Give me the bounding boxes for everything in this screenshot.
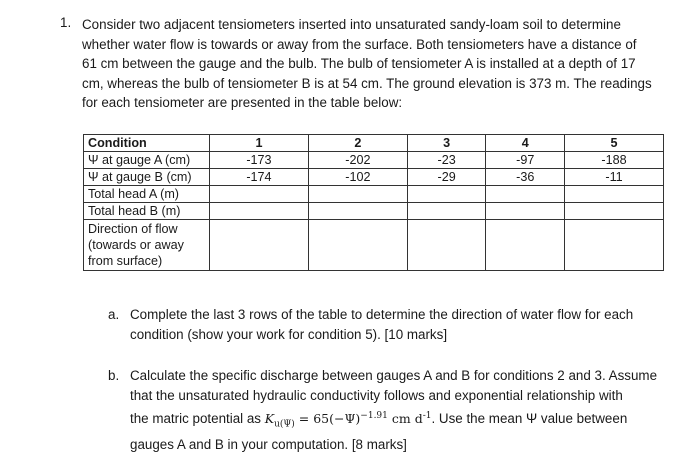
table-cell: -97 [486,152,565,169]
row-label-line: (towards or away [88,238,184,252]
question-line: 61 cm between the gauge and the bulb. The bulb of tensiometer A is installed at a depth of 17 [82,56,636,72]
part-b-line: that the unsaturated hydraulic conductivity follows and exponential relationship with [130,388,623,403]
question-line: cm, whereas the bulb of tensiometer B is at 54 cm. The ground elevation is 373 m. The readings [82,75,652,91]
question-line: Consider two adjacent tensiometers inserted into unsaturated sandy-loam soil to determine [82,17,621,32]
formula-unit: cm d [387,411,423,427]
question-number: 1. [60,15,72,30]
part-a-line: Complete the last 3 rows of the table to determine the direction of water flow for each [130,307,634,322]
question-line: whether water flow is towards or away from the surface. Both tensiometers have a distance of [82,36,637,52]
formula-subscript: u(Ψ) [274,419,295,430]
part-a-text [130,305,670,345]
table-cell [486,186,565,203]
table-cell [407,186,486,203]
part-b-line: gauges A and B in your computation. [8 marks] [130,436,407,452]
part-b-text-post: . Use the mean Ψ value between [431,411,628,427]
table-cell [210,186,309,203]
table-row [84,152,664,169]
table-cell [308,203,407,220]
table-cell [565,203,664,220]
header-cell: Condition [84,135,210,152]
table-cell [407,220,486,271]
row-label [84,220,210,271]
question-text [82,15,667,113]
part-a-label: a. [108,307,120,322]
table-cell [407,203,486,220]
table-cell [308,186,407,203]
table-cell [308,220,407,271]
header-cell: 4 [486,135,565,152]
table-cell [486,220,565,271]
table-row [84,203,664,220]
header-cell: 3 [407,135,486,152]
formula-body: = 65(−Ψ) [294,411,361,427]
table-cell [565,220,664,271]
question-line: for each tensiometer are presented in the table below: [82,95,403,111]
table-cell: -188 [565,152,664,169]
table-cell: -29 [407,169,486,186]
table-cell [210,220,309,271]
table-header-row [84,135,664,152]
table-cell [210,203,309,220]
table-cell: -36 [486,169,565,186]
table-cell: -102 [308,169,407,186]
formula-unit-exponent: -1 [422,411,432,421]
table-cell: -23 [407,152,486,169]
table-cell: -202 [308,152,407,169]
row-label: Total head A (m) [84,186,210,203]
header-cell: 1 [210,135,309,152]
table-row [84,186,664,203]
table-cell [486,203,565,220]
table-cell [565,186,664,203]
table-row [84,169,664,186]
formula-k: K [264,411,275,427]
tensiometer-table [83,134,664,271]
part-a-line: condition (show your work for condition 5). [10 marks] [130,327,448,342]
table-cell: -173 [210,152,309,169]
row-label: Total head B (m) [84,203,210,220]
table-row [84,220,664,271]
part-b-text [130,366,670,455]
header-cell: 2 [308,135,407,152]
conductivity-formula [264,411,432,430]
part-b-line: Calculate the specific discharge between gauges A and B for conditions 2 and 3. Assume [130,368,658,383]
part-b-text-pre: the matric potential as [130,411,265,427]
formula-exponent: −1.91 [360,411,388,421]
header-cell: 5 [565,135,664,152]
table-cell: -174 [210,169,309,186]
row-label-line: Direction of flow [88,222,178,236]
row-label: Ψ at gauge B (cm) [84,169,210,186]
part-b-label: b. [108,368,120,383]
table-cell: -11 [565,169,664,186]
row-label-line: from surface) [88,254,163,268]
part-b-line [130,406,670,435]
row-label: Ψ at gauge A (cm) [84,152,210,169]
